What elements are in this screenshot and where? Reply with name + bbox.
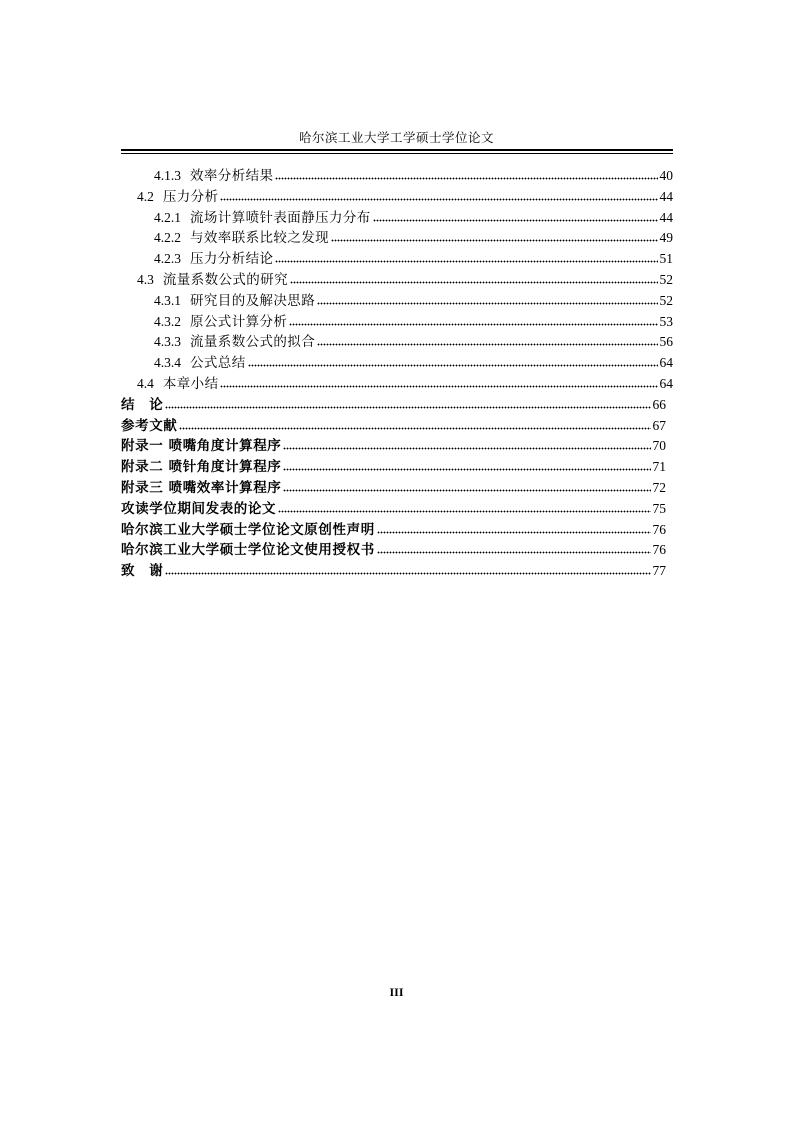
toc-entry-title: 原公式计算分析	[190, 313, 288, 330]
toc-entry-title: 攻读学位期间发表的论文	[121, 500, 277, 517]
toc-entry-number: 4.4	[137, 376, 154, 391]
toc-entry-page: 53	[659, 313, 673, 329]
page-number: III	[389, 985, 404, 999]
toc-entry[interactable]	[121, 540, 666, 560]
toc-entry-page: 49	[659, 230, 673, 246]
toc-entry-page: 64	[659, 376, 673, 391]
toc-entry-page: 52	[659, 272, 673, 287]
toc-entry-number: 4.3	[137, 272, 154, 287]
toc-entry[interactable]	[154, 228, 673, 248]
toc-entry-title: 流场计算喷针表面静压力分布	[190, 209, 371, 226]
toc-dot-leader	[377, 550, 651, 555]
toc-entry-title: 附录一 喷嘴角度计算程序	[121, 438, 282, 455]
toc-entry-number: 4.1.3	[154, 168, 181, 183]
toc-dot-leader	[283, 446, 650, 451]
toc-entry[interactable]	[121, 478, 666, 498]
toc-entry-title: 致 谢	[121, 563, 164, 580]
toc-entry[interactable]	[137, 374, 673, 394]
toc-entry-number: 4.2.1	[154, 209, 181, 225]
toc-dot-leader	[331, 238, 658, 243]
toc-entry-title: 压力分析	[162, 188, 219, 205]
toc-entry-page: 72	[652, 480, 666, 495]
toc-entry[interactable]	[121, 457, 666, 477]
toc-entry-title: 与效率联系比较之发现	[190, 230, 329, 247]
toc-entry[interactable]	[154, 353, 673, 373]
toc-dot-leader	[220, 384, 657, 389]
toc-dot-leader	[278, 509, 650, 514]
toc-entry-number: 4.3.3	[154, 334, 181, 350]
toc-entry-page: 64	[659, 355, 673, 371]
toc-entry-page: 70	[652, 438, 666, 454]
toc-entry-title: 本章小结	[162, 376, 219, 392]
toc-entry-page: 67	[652, 417, 666, 433]
toc-entry[interactable]	[137, 187, 673, 207]
toc-entry[interactable]	[121, 499, 666, 519]
toc-entry-title: 流量系数公式的拟合	[190, 334, 316, 351]
toc-dot-leader	[373, 218, 658, 223]
toc-dot-leader	[248, 363, 658, 368]
toc-dot-leader	[275, 259, 657, 264]
toc-entry[interactable]	[154, 291, 673, 311]
toc-entry-number: 4.2.2	[154, 230, 181, 246]
toc-entry-title: 压力分析结论	[190, 251, 274, 268]
toc-entry[interactable]	[154, 208, 673, 228]
toc-entry[interactable]	[154, 249, 673, 269]
toc-dot-leader	[275, 176, 657, 181]
toc-dot-leader	[283, 488, 650, 493]
toc-entry-title: 效率分析结果	[190, 168, 274, 184]
toc-entry[interactable]	[154, 166, 673, 186]
toc-entry-title: 研究目的及解决思路	[190, 292, 316, 309]
toc-entry[interactable]	[121, 436, 666, 456]
toc-dot-leader	[289, 322, 657, 327]
toc-entry-number: 4.2.3	[154, 251, 181, 267]
toc-dot-leader	[283, 467, 650, 472]
toc-entry-page: 44	[659, 209, 673, 225]
toc-dot-leader	[179, 426, 650, 431]
toc-entry-number: 4.3.2	[154, 313, 181, 329]
toc-entry-title: 哈尔滨工业大学硕士学位论文原创性声明	[121, 521, 375, 538]
toc-entry-page: 76	[652, 542, 666, 558]
toc-entry-page: 40	[659, 168, 673, 183]
toc-entry-page: 75	[652, 500, 666, 516]
toc-dot-leader	[165, 405, 650, 410]
toc-entry-page: 71	[652, 459, 666, 475]
toc-entry-page: 77	[652, 563, 666, 579]
toc-entry-page: 44	[659, 188, 673, 204]
toc-entry-page: 56	[659, 334, 673, 350]
toc-dot-leader	[377, 530, 651, 535]
toc-entry-title: 附录三 喷嘴效率计算程序	[121, 480, 282, 496]
toc-entry-page: 66	[652, 396, 666, 412]
toc-entry[interactable]	[121, 395, 666, 415]
toc-entry-number: 4.3.4	[154, 355, 181, 371]
toc-entry[interactable]	[121, 520, 666, 540]
toc-entry-page: 52	[659, 292, 673, 308]
toc-entry-title: 结 论	[121, 396, 164, 413]
toc-entry[interactable]	[154, 332, 673, 352]
toc-dot-leader	[290, 280, 658, 285]
toc-entry[interactable]	[154, 312, 673, 332]
toc-entry-title: 公式总结	[190, 355, 246, 372]
toc-entry-page: 51	[659, 251, 673, 267]
toc-dot-leader	[220, 197, 657, 202]
toc-entry-title: 附录二 喷针角度计算程序	[121, 459, 282, 476]
toc-dot-leader	[165, 571, 650, 576]
toc-dot-leader	[317, 342, 657, 347]
toc-entry-title: 哈尔滨工业大学硕士学位论文使用授权书	[121, 542, 375, 559]
toc-entry[interactable]	[121, 416, 666, 436]
toc-entry[interactable]	[121, 561, 666, 581]
running-header-title: 哈尔滨工业大学工学硕士学位论文	[298, 130, 494, 145]
toc-dot-leader	[317, 301, 657, 306]
toc-entry-number: 4.3.1	[154, 292, 181, 308]
toc-entry-number: 4.2	[137, 188, 154, 204]
toc-entry-page: 76	[652, 521, 666, 537]
toc-entry-title: 参考文献	[121, 417, 178, 434]
toc-entry-title: 流量系数公式的研究	[162, 272, 288, 288]
toc-entry[interactable]	[137, 270, 673, 290]
